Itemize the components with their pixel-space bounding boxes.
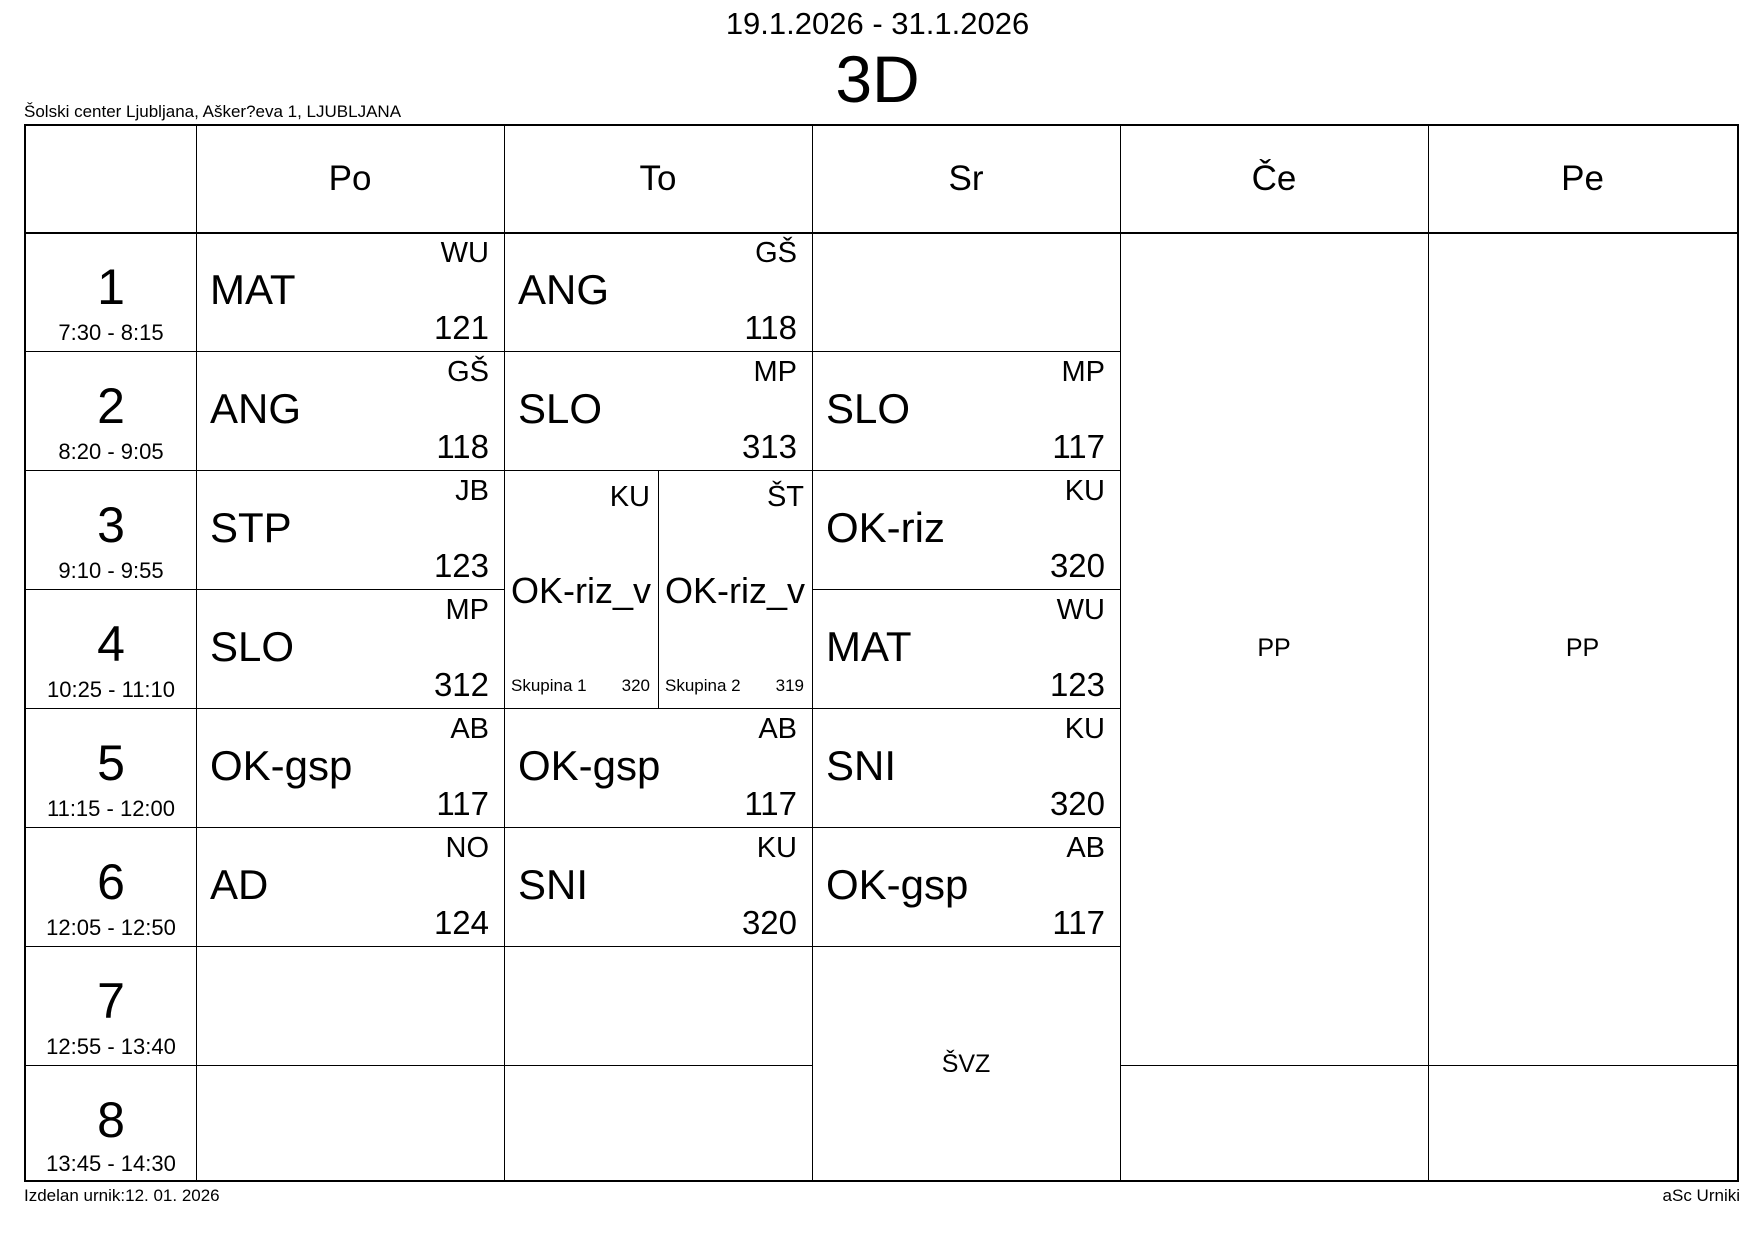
lesson-group: Skupina 2 xyxy=(665,676,741,695)
lesson-room: 319 xyxy=(775,676,804,695)
period-4 xyxy=(26,589,196,708)
lesson-subject: OK-riz xyxy=(826,504,945,551)
lesson-teacher: AB xyxy=(758,713,797,745)
lesson-cell xyxy=(504,827,812,946)
lesson-subject: OK-riz_v xyxy=(510,570,651,611)
generated-date: Izdelan urnik:12. 01. 2026 xyxy=(24,1186,220,1205)
block-ce-pp: PP xyxy=(1257,634,1291,662)
lesson-room: 117 xyxy=(1052,904,1105,941)
class-title: 3D xyxy=(835,42,920,116)
lesson-cell xyxy=(812,708,1120,827)
block-pe-pp: PP xyxy=(1565,634,1600,662)
lesson-cell xyxy=(196,708,504,827)
lesson-group: Skupina 1 xyxy=(511,676,587,695)
period-time: 11:15 - 12:00 xyxy=(46,796,176,821)
lesson-room: 123 xyxy=(433,547,489,584)
lesson-room: 320 xyxy=(621,676,650,695)
lesson-subject: ANG xyxy=(210,385,302,432)
grid-line xyxy=(1428,126,1429,1182)
lesson-cell xyxy=(504,351,812,470)
period-time: 12:55 - 13:40 xyxy=(46,1034,176,1059)
lesson-cell xyxy=(196,827,504,946)
period-number: 2 xyxy=(97,378,125,434)
lesson-cell xyxy=(812,827,1120,946)
period-2 xyxy=(26,351,196,470)
lesson-room: 117 xyxy=(436,785,489,822)
lesson-subject: OK-gsp xyxy=(518,742,661,789)
software-name: aSc Urniki xyxy=(1662,1186,1740,1205)
lesson-cell xyxy=(196,470,504,589)
lesson-subject: SLO xyxy=(518,385,603,432)
school-address: Šolski center Ljubljana, Ašker?eva 1, LJUBLJANA xyxy=(24,102,402,121)
lesson-teacher: KU xyxy=(756,832,797,864)
lesson-cell xyxy=(504,232,812,351)
lesson-cell xyxy=(812,470,1120,589)
lesson-teacher: NO xyxy=(445,832,489,864)
grid-line xyxy=(26,470,1120,471)
grid-line xyxy=(658,470,659,708)
lesson-teacher: MP xyxy=(445,594,489,626)
lesson-subject: MAT xyxy=(210,266,296,313)
grid-line xyxy=(504,126,505,1182)
lesson-subject: OK-riz_v xyxy=(664,570,805,611)
lesson-teacher: KU xyxy=(609,481,650,513)
lesson-subject: AD xyxy=(210,861,269,908)
timetable-grid xyxy=(24,124,1739,1182)
period-6 xyxy=(26,827,196,946)
lesson-room: 320 xyxy=(1049,785,1105,822)
group-lesson-cell xyxy=(504,470,658,708)
period-number: 8 xyxy=(97,1092,125,1148)
period-time: 12:05 - 12:50 xyxy=(46,915,176,940)
grid-line xyxy=(26,589,504,590)
grid-line xyxy=(812,126,813,1182)
period-number: 1 xyxy=(97,259,125,315)
grid-line xyxy=(26,946,1120,947)
lesson-teacher: JB xyxy=(455,475,489,507)
lesson-room: 123 xyxy=(1049,666,1105,703)
lesson-room: 121 xyxy=(433,309,489,346)
lesson-teacher: WU xyxy=(1056,594,1105,626)
grid-line xyxy=(26,351,1120,352)
group-lesson-cell xyxy=(658,470,812,708)
period-time: 9:10 - 9:55 xyxy=(58,558,164,583)
period-5 xyxy=(26,708,196,827)
period-8 xyxy=(26,1065,196,1182)
lesson-teacher: KU xyxy=(1064,475,1105,507)
period-time: 7:30 - 8:15 xyxy=(58,320,164,345)
lesson-teacher: GŠ xyxy=(755,237,797,269)
lesson-subject: OK-gsp xyxy=(210,742,353,789)
lesson-room: 117 xyxy=(1052,428,1105,465)
lesson-teacher: AB xyxy=(1066,832,1105,864)
lesson-subject: ANG xyxy=(518,266,610,313)
day-header-pe: Pe xyxy=(1561,159,1604,198)
period-1 xyxy=(26,232,196,351)
lesson-cell xyxy=(196,589,504,708)
lesson-subject: STP xyxy=(210,504,292,551)
grid-line xyxy=(26,827,1120,828)
period-number: 5 xyxy=(97,735,125,791)
lesson-room: 320 xyxy=(741,904,797,941)
day-header-to: To xyxy=(639,159,677,198)
grid-line xyxy=(1120,1065,1737,1066)
lesson-room: 313 xyxy=(741,428,797,465)
period-number: 4 xyxy=(97,616,125,672)
period-number: 6 xyxy=(97,854,125,910)
grid-line xyxy=(26,708,1120,709)
period-number: 7 xyxy=(97,973,125,1029)
grid-line xyxy=(26,1065,812,1066)
lesson-subject: OK-gsp xyxy=(826,861,969,908)
block-svz: ŠVZ xyxy=(941,1049,991,1078)
lesson-subject: MAT xyxy=(826,623,912,670)
period-7 xyxy=(26,946,196,1065)
lesson-subject: SLO xyxy=(826,385,911,432)
lesson-cell xyxy=(812,589,1120,708)
lesson-teacher: WU xyxy=(440,237,489,269)
lesson-teacher: AB xyxy=(450,713,489,745)
period-time: 10:25 - 11:10 xyxy=(46,677,176,702)
period-number: 3 xyxy=(97,497,125,553)
lesson-cell xyxy=(504,708,812,827)
lesson-cell xyxy=(196,232,504,351)
lesson-room: 320 xyxy=(1049,547,1105,584)
day-header-ce: Če xyxy=(1251,159,1297,198)
lesson-room: 124 xyxy=(433,904,489,941)
period-time: 8:20 - 9:05 xyxy=(58,439,164,464)
lesson-subject: SNI xyxy=(518,861,589,908)
day-header-po: Po xyxy=(328,159,372,198)
lesson-teacher: MP xyxy=(1061,356,1105,388)
lesson-room: 117 xyxy=(744,785,797,822)
lesson-teacher: ŠT xyxy=(766,481,804,513)
date-range: 19.1.2026 - 31.1.2026 xyxy=(725,6,1030,41)
lesson-room: 312 xyxy=(433,666,489,703)
lesson-room: 118 xyxy=(436,428,489,465)
lesson-teacher: MP xyxy=(753,356,797,388)
grid-line xyxy=(812,589,1120,590)
lesson-cell xyxy=(196,351,504,470)
period-3 xyxy=(26,470,196,589)
lesson-room: 118 xyxy=(744,309,797,346)
lesson-cell xyxy=(812,351,1120,470)
lesson-teacher: KU xyxy=(1064,713,1105,745)
lesson-subject: SNI xyxy=(826,742,897,789)
grid-line xyxy=(26,232,1737,234)
day-header-sr: Sr xyxy=(948,159,984,198)
grid-line xyxy=(196,126,197,1182)
grid-line xyxy=(1120,126,1121,1182)
lesson-subject: SLO xyxy=(210,623,295,670)
lesson-teacher: GŠ xyxy=(447,356,489,388)
period-time: 13:45 - 14:30 xyxy=(46,1151,176,1176)
